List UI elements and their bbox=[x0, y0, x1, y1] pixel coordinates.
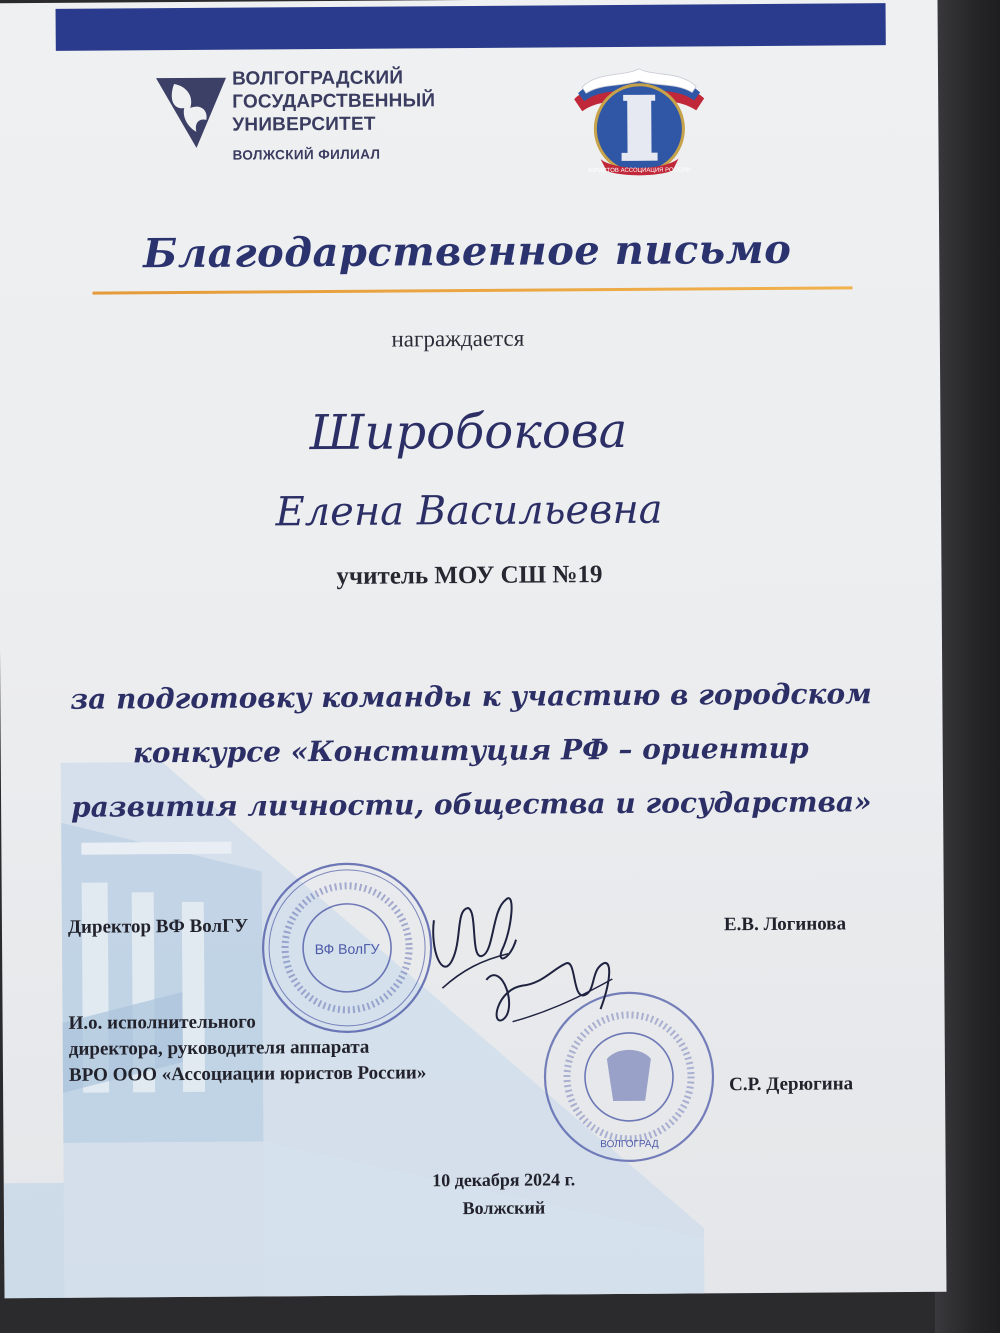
acting-title-line: директора, руководителя аппарата bbox=[68, 1036, 370, 1060]
university-name-line3: УНИВЕРСИТЕТ bbox=[232, 113, 376, 136]
oak-leaf-icon bbox=[156, 74, 227, 150]
issue-city: Волжский bbox=[462, 1197, 546, 1219]
issue-date-block bbox=[384, 1165, 624, 1223]
reason-line: конкурсе «Конституция РФ – ориентир bbox=[132, 731, 809, 770]
acting-title-line: ВРО ООО «Ассоциации юристов России» bbox=[68, 1062, 427, 1086]
director-name: Е.В. Логинова bbox=[723, 913, 847, 936]
recipient-surname: Широбокова bbox=[309, 402, 628, 462]
stamp-center-text: ВФ ВолГУ bbox=[314, 940, 380, 958]
director-title: Директор ВФ ВолГУ bbox=[67, 915, 249, 938]
title-underline bbox=[93, 286, 853, 294]
recipient-position: учитель МОУ СШ №19 bbox=[336, 561, 603, 590]
acting-director-name: С.Р. Дерюгина bbox=[728, 1073, 854, 1096]
recipient-given-names: Елена Васильевна bbox=[275, 486, 663, 536]
awarded-label: награждается bbox=[391, 325, 525, 352]
branch-name: ВОЛЖСКИЙ ФИЛИАЛ bbox=[232, 146, 381, 163]
lawyers-association-emblem bbox=[564, 58, 715, 179]
certificate-title: Благодарственное письмо bbox=[143, 225, 792, 278]
university-name-line1: ВОЛГОГРАДСКИЙ bbox=[231, 67, 404, 90]
university-name-line2: ГОСУДАРСТВЕННЫЙ bbox=[232, 90, 436, 113]
emblem-caption: ЮРИСТОВ АССОЦИАЦИЯ РОССИИ bbox=[588, 167, 692, 175]
acting-title-line: И.о. исполнительного bbox=[68, 1011, 256, 1034]
association-stamp-text: ВОЛГОГРАД bbox=[600, 1138, 659, 1151]
issue-date: 10 декабря 2024 г. bbox=[432, 1169, 576, 1191]
acting-director-title bbox=[69, 1008, 427, 1088]
reason-line: развития личности, общества и государства» bbox=[70, 785, 872, 824]
top-color-bar bbox=[56, 3, 886, 51]
award-reason bbox=[70, 667, 871, 835]
university-logo bbox=[156, 66, 457, 168]
reason-line: за подготовку команды к участию в городском bbox=[70, 677, 872, 716]
acting-director-signature bbox=[472, 949, 623, 1040]
